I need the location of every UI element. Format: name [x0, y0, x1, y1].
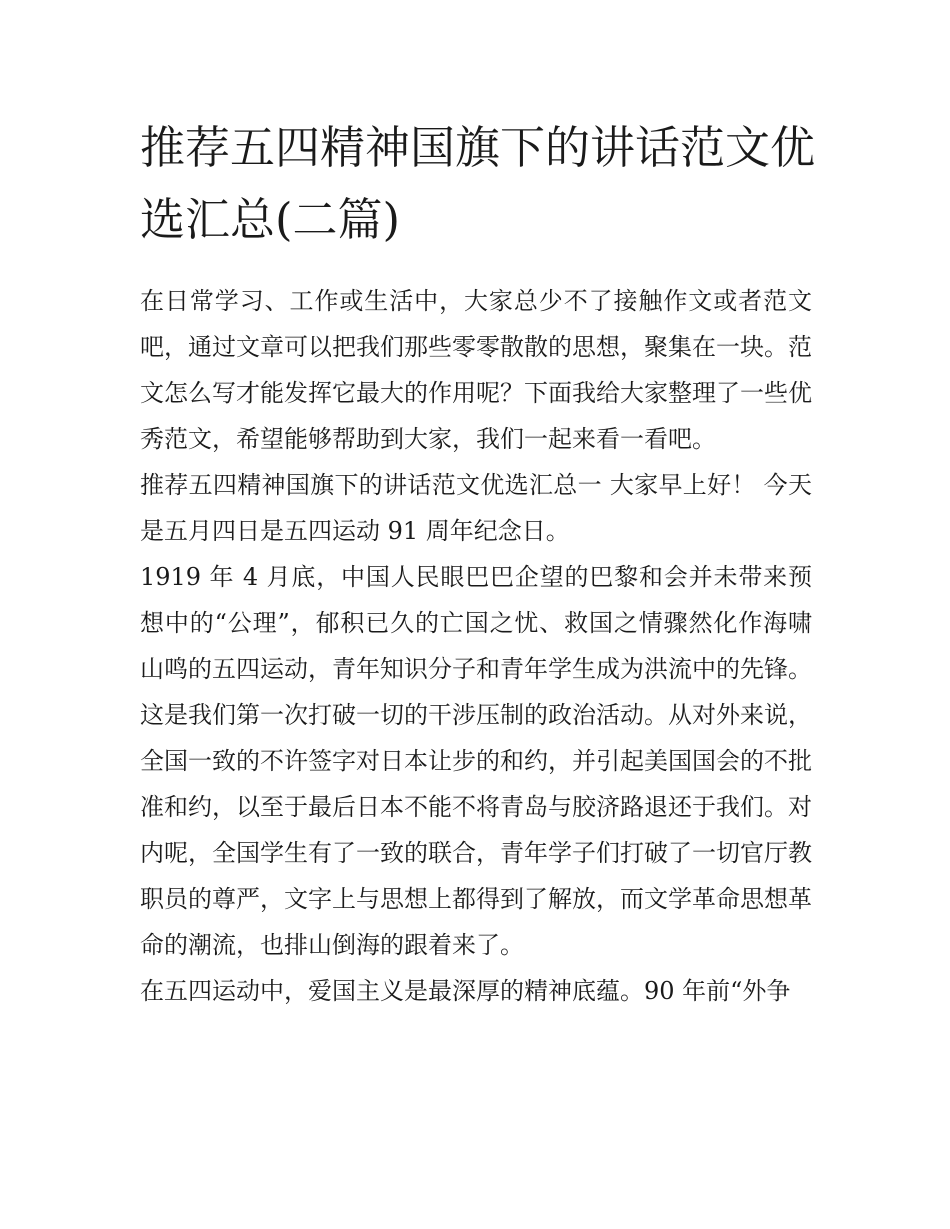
- document-body: [140, 278, 812, 1014]
- paragraph-greeting: 推荐五四精神国旗下的讲话范文优选汇总一 大家早上好！ 今天是五月四日是五四运动 91 周年纪念日。: [140, 471, 812, 545]
- paragraph-patriotism: 在五四运动中，爱国主义是最深厚的精神底蕴。90 年前“外争: [140, 977, 791, 1005]
- paragraph-history: 1919 年 4 月底，中国人民眼巴巴企望的巴黎和会并未带来预想中的“公理”，郁积已久的亡国之忧、救国之情骤然化作海啸山鸣的五四运动，青年知识分子和青年学生成为洪流中的先锋。这是我们第一次打破一切的干涉压制的政治活动。从对外来说，全国一致的不许签字对日本让步的和约，并引起美国国会的不批准和约，以至于最后日本不能不将青岛与胶济路退还于我们。对内呢，全国学生有了一致的联合，青年学子们打破了一切官厅教职员的尊严，文字上与思想上都得到了解放，而文学革命思想革命的潮流，也排山倒海的跟着来了。: [140, 563, 812, 959]
- paragraph-intro: 在日常学习、工作或生活中，大家总少不了接触作文或者范文吧，通过文章可以把我们那些零零散散的思想，聚集在一块。范文怎么写才能发挥它最大的作用呢？下面我给大家整理了一些优秀范文，希望能够帮助到大家，我们一起来看一看吧。: [140, 287, 812, 453]
- document-title: 推荐五四精神国旗下的讲话范文优选汇总(二篇): [140, 121, 816, 246]
